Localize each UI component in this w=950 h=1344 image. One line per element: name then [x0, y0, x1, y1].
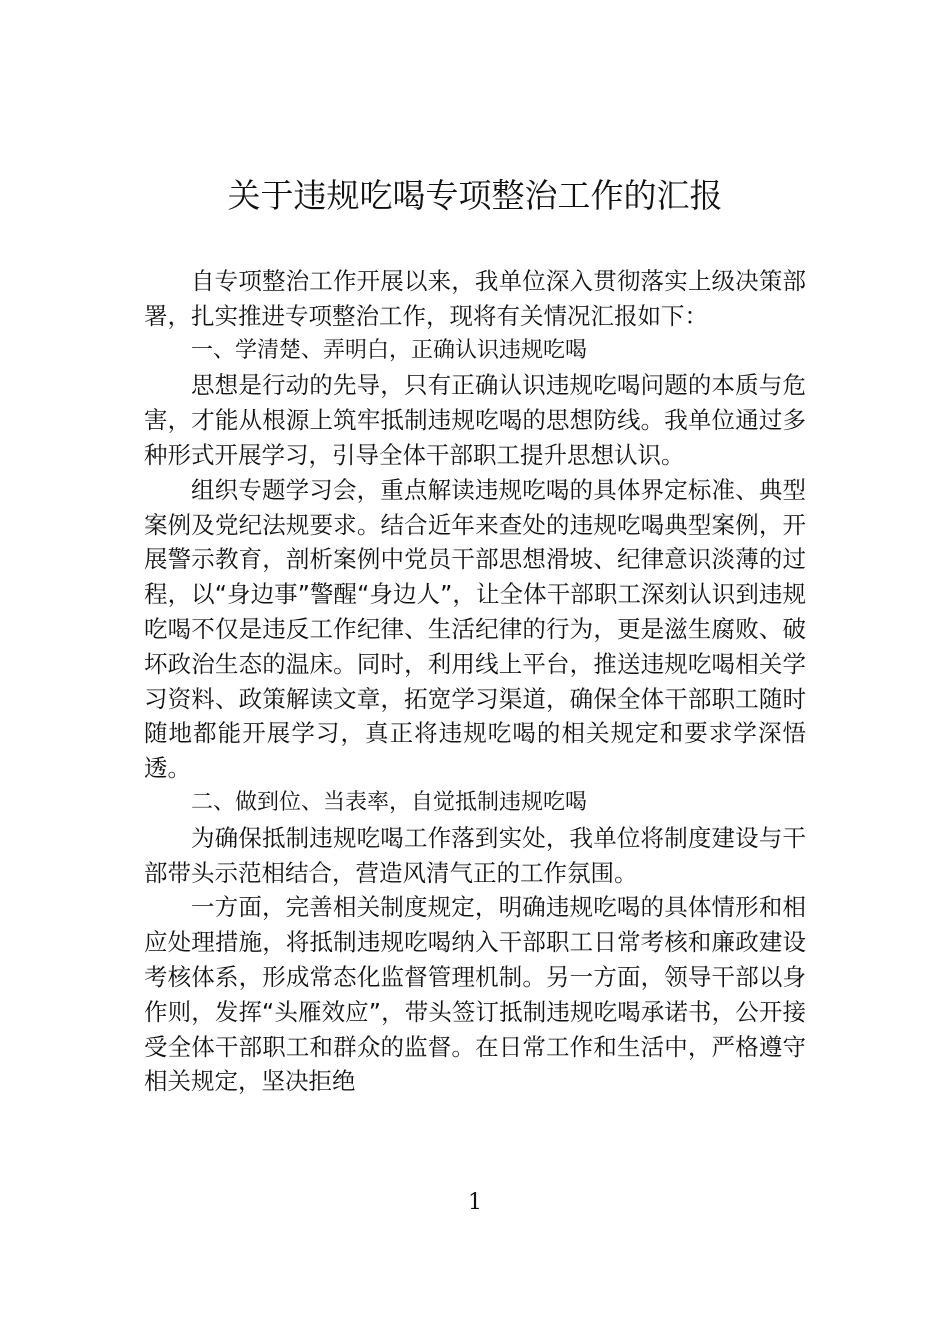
paragraph-3: 为确保抵制违规吃喝工作落到实处，我单位将制度建设与干部带头示范相结合，营造风清气正的工作氛围。: [144, 823, 806, 887]
paragraph-4: 一方面，完善相关制度规定，明确违规吃喝的具体情形和相应处理措施，将抵制违规吃喝纳入干部职工日常考核和廉政建设考核体系，形成常态化监督管理机制。另一方面，领导干部以身作则，发挥“头雁效应”，带头签订抵制违规吃喝承诺书，公开接受全体干部职工和群众的监督。在日常工作和生活中，严格遵守相关规定，坚决拒绝: [144, 893, 806, 1096]
paragraph-2: 组织专题学习会，重点解读违规吃喝的具体界定标准、典型案例及党纪法规要求。结合近年来查处的违规吃喝典型案例，开展警示教育，剖析案例中党员干部思想滑坡、纪律意识淡薄的过程，以“身边事”警醒“身边人”，让全体干部职工深刻认识到违规吃喝不仅是违反工作纪律、生活纪律的行为，更是滋生腐败、破坏政治生态的温床。同时，利用线上平台，推送违规吃喝相关学习资料、政策解读文章，拓宽学习渠道，确保全体干部职工随时随地都能开展学习，真正将违规吃喝的相关规定和要求学深悟透。: [144, 475, 806, 783]
document-body: [144, 264, 806, 1099]
section-heading-2: 二、做到位、当表率，自觉抵制违规吃喝: [191, 789, 588, 815]
paragraph-intro: 自专项整治工作开展以来，我单位深入贯彻落实上级决策部署，扎实推进专项整治工作，现将有关情况汇报如下：: [144, 267, 806, 330]
section-heading-1: 一、学清楚、弄明白，正确认识违规吃喝: [191, 337, 588, 363]
document-title: 关于违规吃喝专项整治工作的汇报: [227, 176, 723, 215]
page-number: 1: [468, 1190, 482, 1215]
paragraph-1: 思想是行动的先导，只有正确认识违规吃喝问题的本质与危害，才能从根源上筑牢抵制违规吃喝的思想防线。我单位通过多种形式开展学习，引导全体干部职工提升思想认识。: [144, 371, 806, 469]
